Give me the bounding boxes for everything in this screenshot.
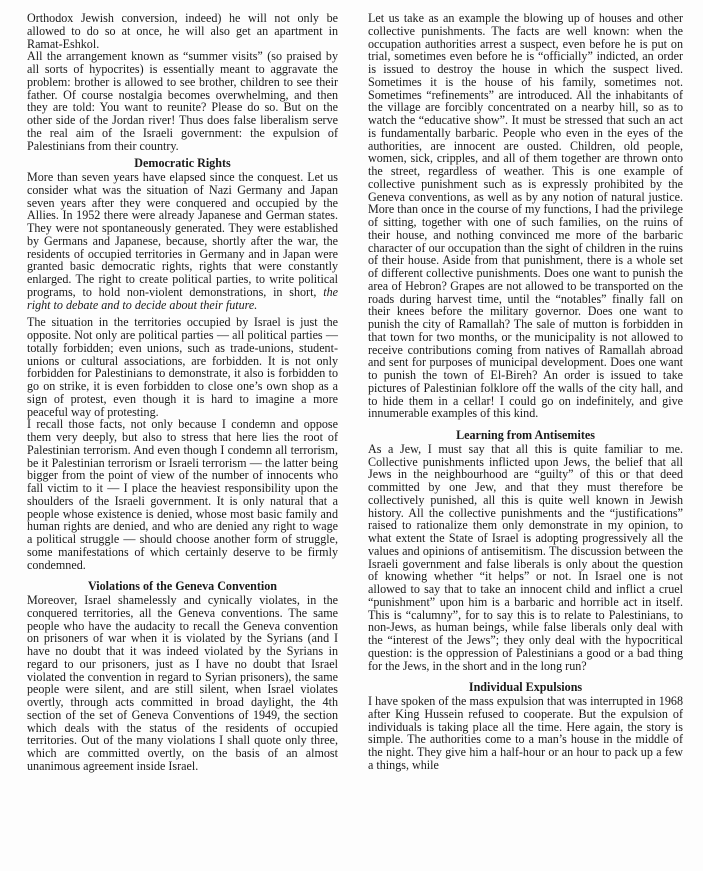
- paragraph-conversion: Orthodox Jewish conversion, indeed) he will not only be allowed to do so at once, he will also get an apartment in Ramat-Eshkol.: [27, 11, 338, 51]
- paragraph-territories-opposite: The situation in the territories occupied by Israel is just the opposite. Not only are political parties — all political parties — totally forbidden; even unions, such as trade-unions, student-unions or cultural associations, are forbidden. It is not only forbidden for Palestinians to demonstrate, it also is forbidden to go on strike, it is even forbidden to close one’s own shop as a sign of protest, even though it is hard to imagine a more peaceful way of protesting.: [27, 315, 338, 419]
- paragraph-as-a-jew: As a Jew, I must say that all this is quite familiar to me. Collective punishments inflicted upon Jews, the belief that all Jews in the neighbourhood are “guilty” of this or that deed committed by one Jew, and that they must therefore be collectively punished, all this is quite well known in Jewish history. All the collective punishments and the “justifications” raised to rationalize them only demonstrate in my opinion, to what extent the State of Israel is adopting progressively all the values and opinions of antisemitism. The discussion between the Israeli government and false liberals is only about the question of knowing whether “it helps” or not. In Israel one is not allowed to say that to take an innocent child and inflict a cruel “punishment” upon him is a barbaric and horrible act in itself. This is “calumny”, for to say this is to relate to Palestinians, to non-Jews, as human beings, while false liberals only deal with the “interest of the Jews”; they only deal with the hypocritical question: is the oppression of Palestinians a good or a bad thing for the Jews, in the short and in the long run?: [368, 441, 683, 673]
- heading-democratic-rights: Democratic Rights: [134, 156, 231, 171]
- paragraph-geneva-violations: Moreover, Israel shamelessly and cynically violates, in the conquered territories, all the Geneva conventions. The same people who have the audacity to recall the Geneva convention on prisoners of war when it is violated by the Syrians (and I have no doubt that it was indeed violated by the Syrians in regard to our prisoners, just as I have no doubt that Israel violated the convention in regard to Syrian prisoners), the same people were silent, and are still silent, when Israel violates overtly, through acts committed in broad daylight, the 4th section of the set of Geneva Conventions of 1949, the section which deals with the status of the residents of occupied territories. Out of the many violations I shall quote only three, which are committed overtly, on the basis of an almost unanimous agreement inside Israel.: [27, 593, 338, 773]
- paragraph-seven-years: [27, 171, 338, 311]
- emphasis-right-to-debate: the right to debate and to decide about their future.: [27, 284, 338, 312]
- left-column: [27, 12, 338, 773]
- heading-geneva-violations: Violations of the Geneva Convention: [87, 579, 278, 594]
- paragraph-collective-punishments: Let us take as an example the blowing up of houses and other collective punishments. The facts are well known: when the occupation authorities arrest a suspect, even before he is put on trial, sometimes even before he is “officially” indicted, an order is issued to destroy the house in which the suspect lived. Sometimes it is the house of his family, sometimes not. Sometimes “refinements” are introduced. All the inhabitants of the village are forcibly concentrated on a nearby hill, so as to watch the “educative show”. It must be stressed that such an act is fundamentally barbaric. People who even in the eyes of the authorities, are innocent are ousted. Children, old people, women, sick, cripples, and all of them together are thrown onto the street, regardless of weather. This is one example of collective punishment such as is expressly prohibited by the Geneva conventions, as well as by any notion of natural justice. More than once in the course of my functions, I had the privilege of sitting, together with one of such families, on the ruins of their house, and nothing convinced me more of the barbaric character of our occupation than the sight of children in the ruins of their house. Aside from that punishment, there is a whole set of different collective punishments. Does one want to punish the area of Hebron? Grapes are not allowed to be transported on the roads during harvest time, until the “notables” finally fall on their knees before the military governor. Does one want to punish the city of Ramallah? The sale of mutton is forbidden in that town for two months, or the municipality is not allowed to receive contributions coming from natives of Ramallah abroad and sent for purposes of municipal development. Does one want to punish the town of El-Bireh? An order is issued to take pictures of Palestinian folklore off the walls of the city hall, and to hide them in a cellar! I could go on indefinitely, and give innumerable examples of this kind.: [368, 11, 683, 421]
- heading-individual-expulsions: Individual Expulsions: [468, 680, 583, 695]
- paragraph-individual-expulsions: I have spoken of the mass expulsion that was interrupted in 1968 after King Hussein refused to cooperate. But the expulsion of individuals is taking place all the time. Here again, the story is simple. The authorities come to a man’s house in the middle of the night. They give him a half-hour or an hour to pack up a few a things, while: [368, 694, 683, 772]
- right-column: [368, 12, 683, 772]
- paragraph-summer-visits: All the arrangement known as “summer visits” (so praised by all sorts of hypocrites) is essentially meant to aggravate the problem: brother is allowed to see brother, children to see their father. Of course nostalgia becomes overwhelming, and then they are told: You want to reunite? Please do so. But on the other side of the Jordan river! Thus does false liberalism serve the real aim of the Israeli government: the expulsion of Palestinians from their country.: [27, 49, 338, 153]
- heading-learning-from-antisemites: Learning from Antisemites: [456, 428, 595, 442]
- paragraph-recall-facts: I recall those facts, not only because I condemn and oppose them very deeply, but also to stress that here lies the root of Palestinian terrorism. And even though I condemn all terrorism, be it Palestinian terrorism or Israeli terrorism — the latter being bigger from the point of view of the number of innocents who fall victim to it — I place the heaviest responsibility upon the shoulders of the Israeli government. It is only natural that a people whose existence is denied, whose most basic family and human rights are denied, and who are denied any right to wage a political struggle — should choose another form of struggle, some manifestations of which certainly deserve to be firmly condemned.: [27, 417, 338, 572]
- paragraph-seven-years-text: More than seven years have elapsed since the conquest. Let us consider what was the situation of Nazi Germany and Japan seven years after they were conquered and occupied by the Allies. In 1952 there were already Japanese and German states. They were not spontaneously generated. They were established by Germans and Japanese, because, shortly after the war, the residents of occupied territories in Germany and in Japan were granted basic democratic rights, rights that were constantly enlarged. The right to create political parties, to write political programs, to hold non-violent demonstrations, in short,: [27, 170, 338, 299]
